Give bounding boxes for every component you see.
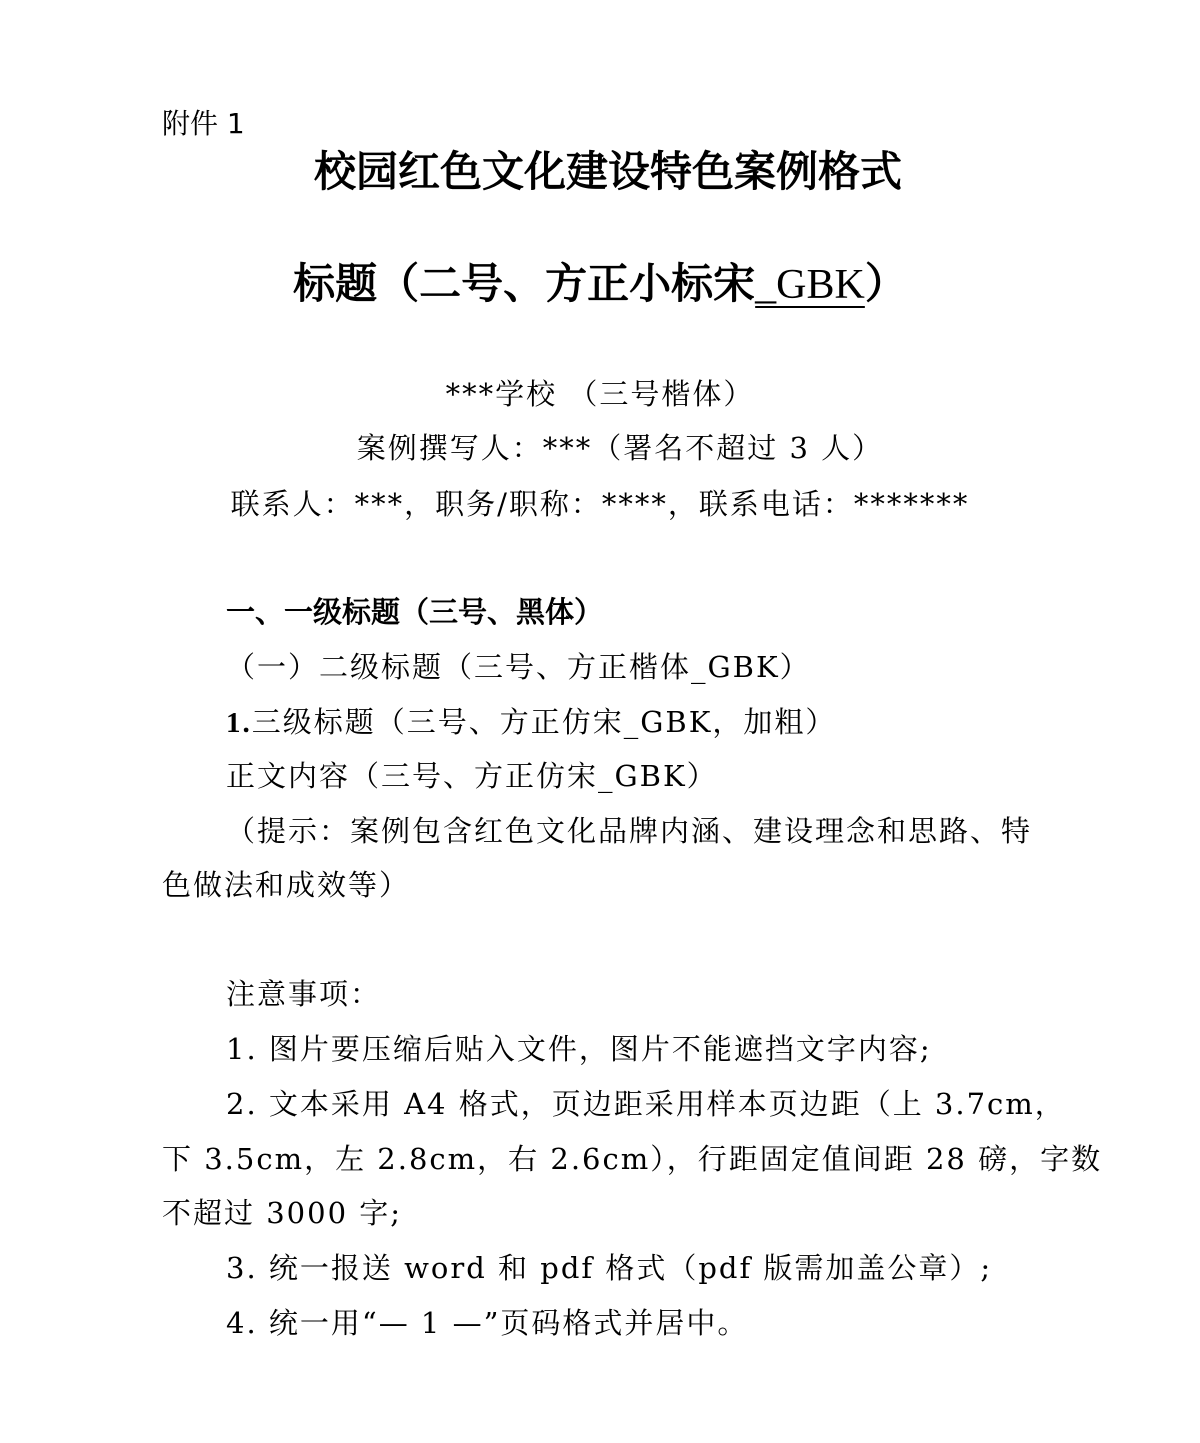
note-item-2-line-1: 2. 文本采用 A4 格式，页边距采用样本页边距（上 3.7cm，: [226, 1087, 1066, 1121]
document-title-line-2: [0, 256, 1200, 313]
level-1-heading-sample: 一、一级标题（三号、黑体）: [226, 595, 604, 629]
document-title-line-1: 校园红色文化建设特色案例格式: [313, 147, 902, 196]
title-line-2-suffix: ）: [864, 259, 907, 308]
level-3-heading-number: 1.: [226, 707, 252, 739]
level-3-heading-sample: [226, 702, 836, 743]
body-content-sample: 正文内容（三号、方正仿宋_GBK）: [226, 759, 718, 793]
hint-line-2: 色做法和成效等）: [162, 868, 411, 902]
note-item-3: 3. 统一报送 word 和 pdf 格式（pdf 版需加盖公章）;: [226, 1251, 993, 1285]
contact-line: 联系人：***，职务/职称：****，联系电话：*******: [230, 487, 970, 521]
note-item-4: 4. 统一用“— 1 —”页码格式并居中。: [226, 1306, 749, 1340]
note-item-1: 1. 图片要压缩后贴入文件，图片不能遮挡文字内容;: [226, 1032, 932, 1066]
title-line-2-underlined: _GBK: [755, 262, 865, 308]
annex-label: 附件 1: [162, 107, 245, 140]
writer-line: 案例撰写人：***（署名不超过 3 人）: [356, 431, 884, 465]
level-3-heading-text: 三级标题（三号、方正仿宋_GBK，加粗）: [251, 705, 837, 739]
note-item-2-line-3: 不超过 3000 字;: [162, 1196, 403, 1230]
title-line-2-prefix: 标题（二号、方正小标宋: [293, 259, 756, 308]
school-line: ***学校 （三号楷体）: [445, 377, 755, 411]
notes-title: 注意事项：: [226, 977, 382, 1011]
hint-line-1: （提示：案例包含红色文化品牌内涵、建设理念和思路、特: [226, 814, 1033, 848]
level-2-heading-sample: （一）二级标题（三号、方正楷体_GBK）: [226, 650, 811, 684]
note-item-2-line-2: 下 3.5cm，左 2.8cm，右 2.6cm），行距固定值间距 28 磅，字数: [162, 1142, 1103, 1176]
